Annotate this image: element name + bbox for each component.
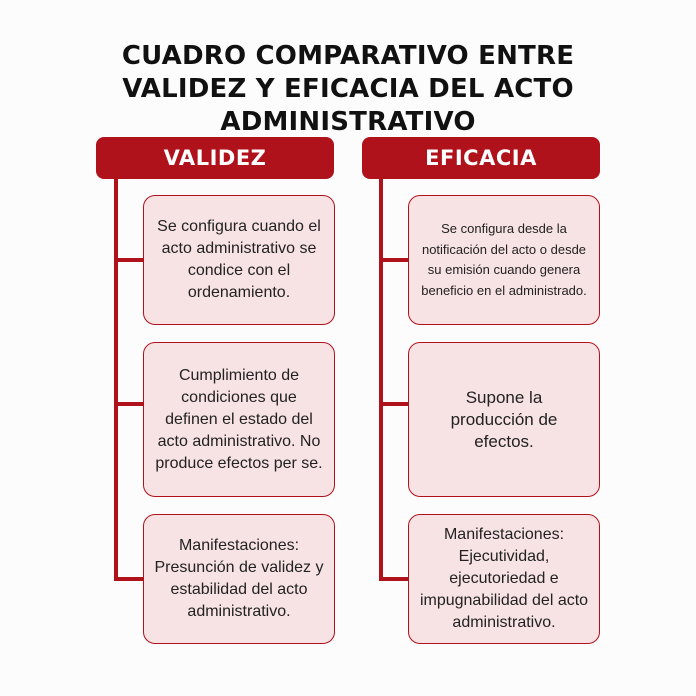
validez-item-1-text: Se configura cuando el acto administrativo se condice con el ordenamiento. xyxy=(157,218,321,301)
eficacia-connector-vertical xyxy=(379,177,383,581)
validez-header: VALIDEZ xyxy=(96,137,334,179)
eficacia-connector-branch-1 xyxy=(379,258,409,262)
validez-item-3 xyxy=(143,514,335,644)
validez-item-2 xyxy=(143,342,335,497)
eficacia-item-1 xyxy=(408,195,600,325)
validez-connector-branch-3 xyxy=(114,577,144,581)
validez-item-1 xyxy=(143,195,335,325)
eficacia-connector-branch-3 xyxy=(379,577,409,581)
validez-connector-branch-2 xyxy=(114,402,144,406)
validez-connector-vertical xyxy=(114,177,118,581)
validez-item-3-text: Manifestaciones: Presunción de validez y estabilidad del acto administrativo. xyxy=(154,537,324,620)
eficacia-item-2 xyxy=(408,342,600,497)
validez-connector-branch-1 xyxy=(114,258,144,262)
eficacia-item-1-text: Se configura desde la notificación del acto o desde su emisión cuando genera beneficio en el administrado. xyxy=(421,221,587,298)
eficacia-header: EFICACIA xyxy=(362,137,600,179)
eficacia-item-3 xyxy=(408,514,600,644)
validez-item-2-text: Cumplimiento de condiciones que definen el estado del acto administrativo. No produce efectos per se. xyxy=(155,366,323,472)
eficacia-connector-branch-2 xyxy=(379,402,409,406)
eficacia-item-2-text: Supone la producción de efectos. xyxy=(450,387,558,451)
eficacia-item-3-text: Manifestaciones: Ejecutividad, ejecutoriedad e impugnabilidad del acto administrativo. xyxy=(419,526,589,631)
page-title: CUADRO COMPARATIVO ENTRE VALIDEZ Y EFICACIA DEL ACTO ADMINISTRATIVO xyxy=(121,41,575,137)
